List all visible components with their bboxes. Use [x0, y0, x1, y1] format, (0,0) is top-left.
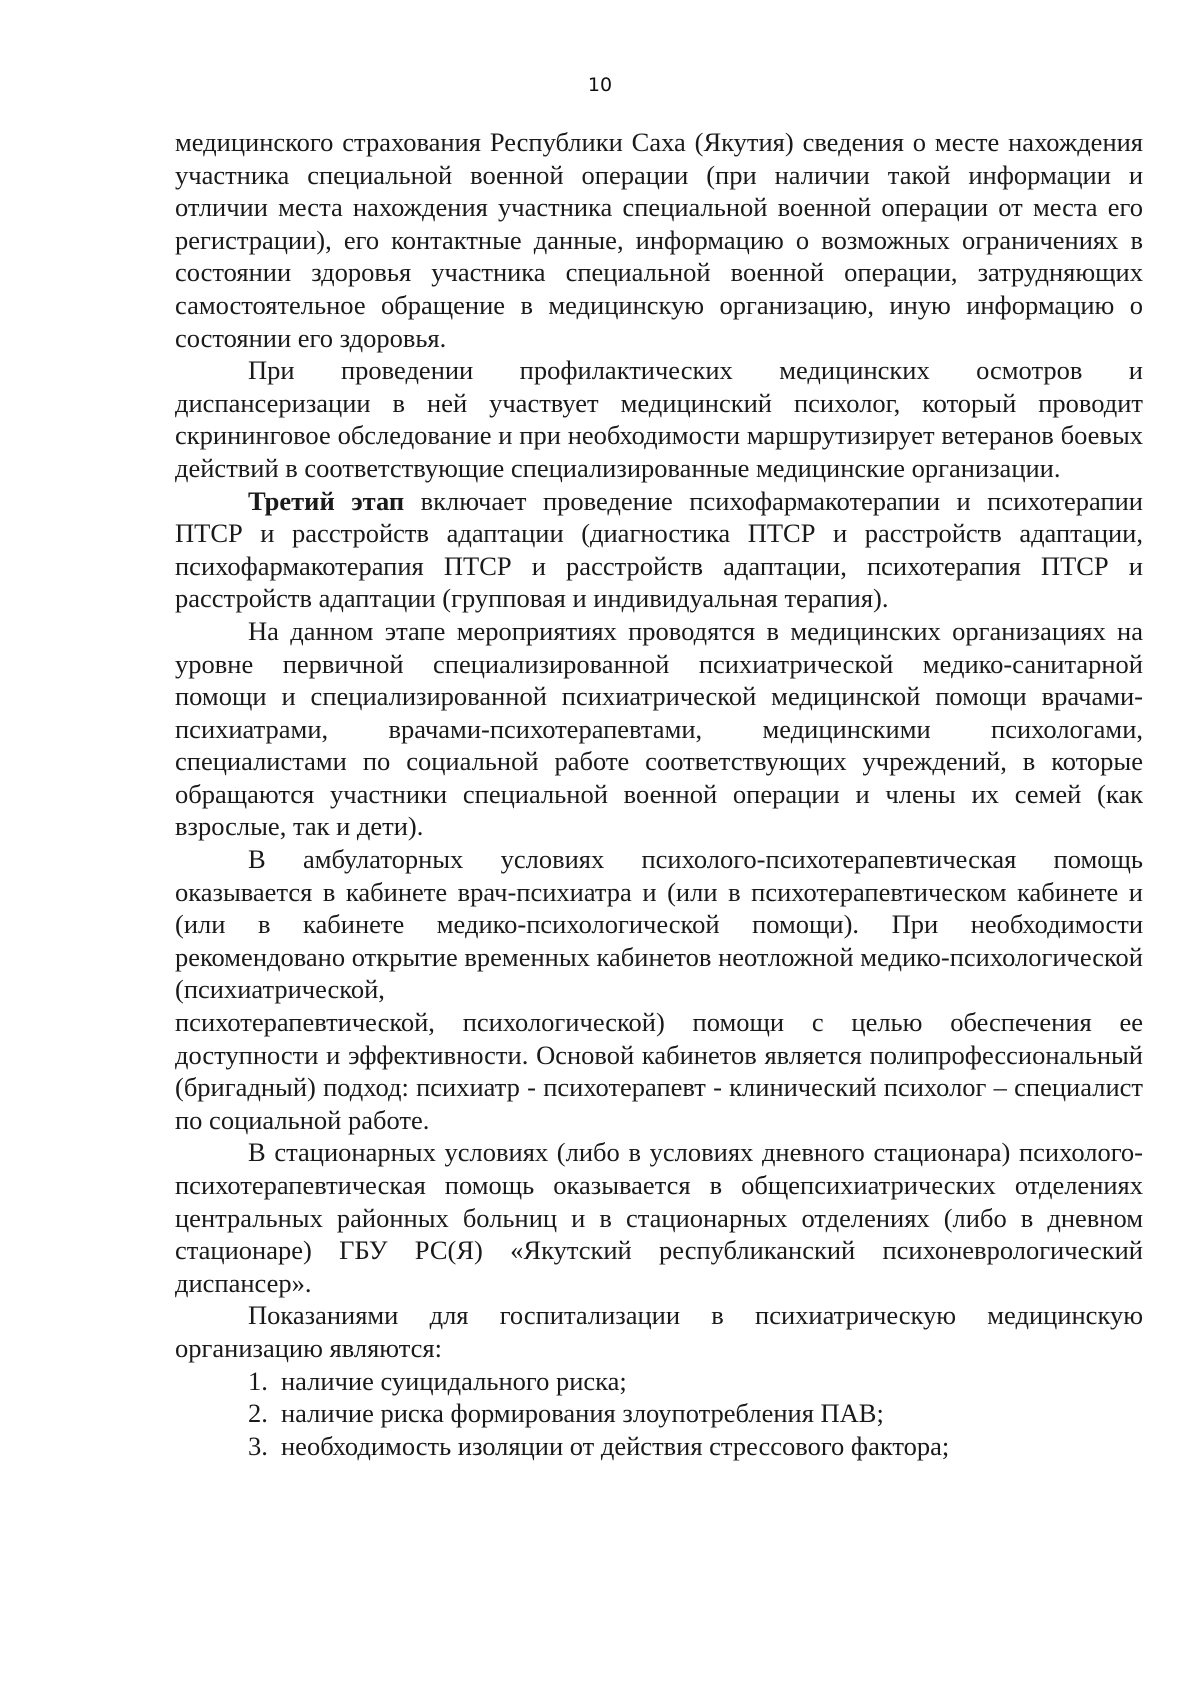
- paragraph: В стационарных условиях (либо в условиях дневного стационара) психолого-психотерапевтическая помощь оказывается в общепсихиатрических отделениях центральных районных больниц и в стационарных отделениях (либо в дневном стационаре) ГБУ РС(Я) «Якутский республиканский психоневрологический диспансер».: [175, 1137, 1143, 1298]
- paragraph: На данном этапе мероприятиях проводятся в медицинских организациях на уровне первичной специализированной психиатрической медико-санитарной помощи и специализированной психиатрической медицинской помощи врачами-психиатрами, врачами-психотерапевтами, медицинскими психологами, специалистами по социальной работе соответствующих учреждений, в которые обращаются участники специальной военной операции и члены их семей (как взрослые, так и дети).: [175, 615, 1143, 842]
- paragraph-continuation: психотерапевтической, психологической) помощи с целью обеспечения ее доступности и эффективности. Основой кабинетов является полипрофессиональный (бригадный) подход: психиатр - психотерапевт - клинический психолог – специалист по социальной работе.: [175, 1007, 1143, 1135]
- list-item: [175, 1365, 1143, 1398]
- paragraph: В амбулаторных условиях психолого-психотерапевтическая помощь оказывается в кабинете врач-психиатра и (или в психотерапевтическом кабинете и (или в кабинете медико-психологической помощи). При необходимости рекомендовано открытие временных кабинетов неотложной медико-психологической (психиатрической,: [175, 844, 1143, 1005]
- list-item-text: наличие суицидального риска;: [281, 1365, 627, 1396]
- list-item: [175, 1430, 1143, 1463]
- list-item-text: необходимость изоляции от действия стрессового фактора;: [281, 1430, 950, 1461]
- paragraph-text: включает проведение психофармакотерапии и психотерапии ПТСР и расстройств адаптации (диагностика ПТСР и расстройств адаптации, психофармакотерапия ПТСР и расстройств адаптации, психотерапия ПТСР и расстройств адаптации (групповая и индивидуальная терапия).: [175, 485, 1143, 614]
- list-item: [175, 1397, 1143, 1430]
- paragraph: [175, 485, 1143, 615]
- paragraph: При проведении профилактических медицинских осмотров и диспансеризации в ней участвует медицинский психолог, который проводит скрининговое обследование и при необходимости маршрутизирует ветеранов боевых действий в соответствующие специализированные медицинские организации.: [175, 355, 1143, 483]
- list-item-text: наличие риска формирования злоупотребления ПАВ;: [281, 1398, 884, 1429]
- paragraph: медицинского страхования Республики Саха (Якутия) сведения о месте нахождения участника специальной военной операции (при наличии такой информации и отличии места нахождения участника специальной военной операции от места его регистрации), его контактные данные, информацию о возможных ограничениях в состоянии здоровья участника специальной военной операции, затрудняющих самостоятельное обращение в медицинскую организацию, иную информацию о состоянии его здоровья.: [175, 127, 1143, 353]
- paragraph-bold-lead: Третий этап: [248, 485, 405, 516]
- indications-list: [175, 1365, 1143, 1463]
- list-item-number: 1.: [248, 1365, 268, 1396]
- paragraph: Показаниями для госпитализации в психиатрическую медицинскую организацию являются:: [175, 1300, 1143, 1363]
- list-item-number: 3.: [248, 1430, 268, 1461]
- page-number: 10: [587, 74, 613, 96]
- document-body: [175, 126, 1143, 1462]
- list-item-number: 2.: [248, 1398, 268, 1429]
